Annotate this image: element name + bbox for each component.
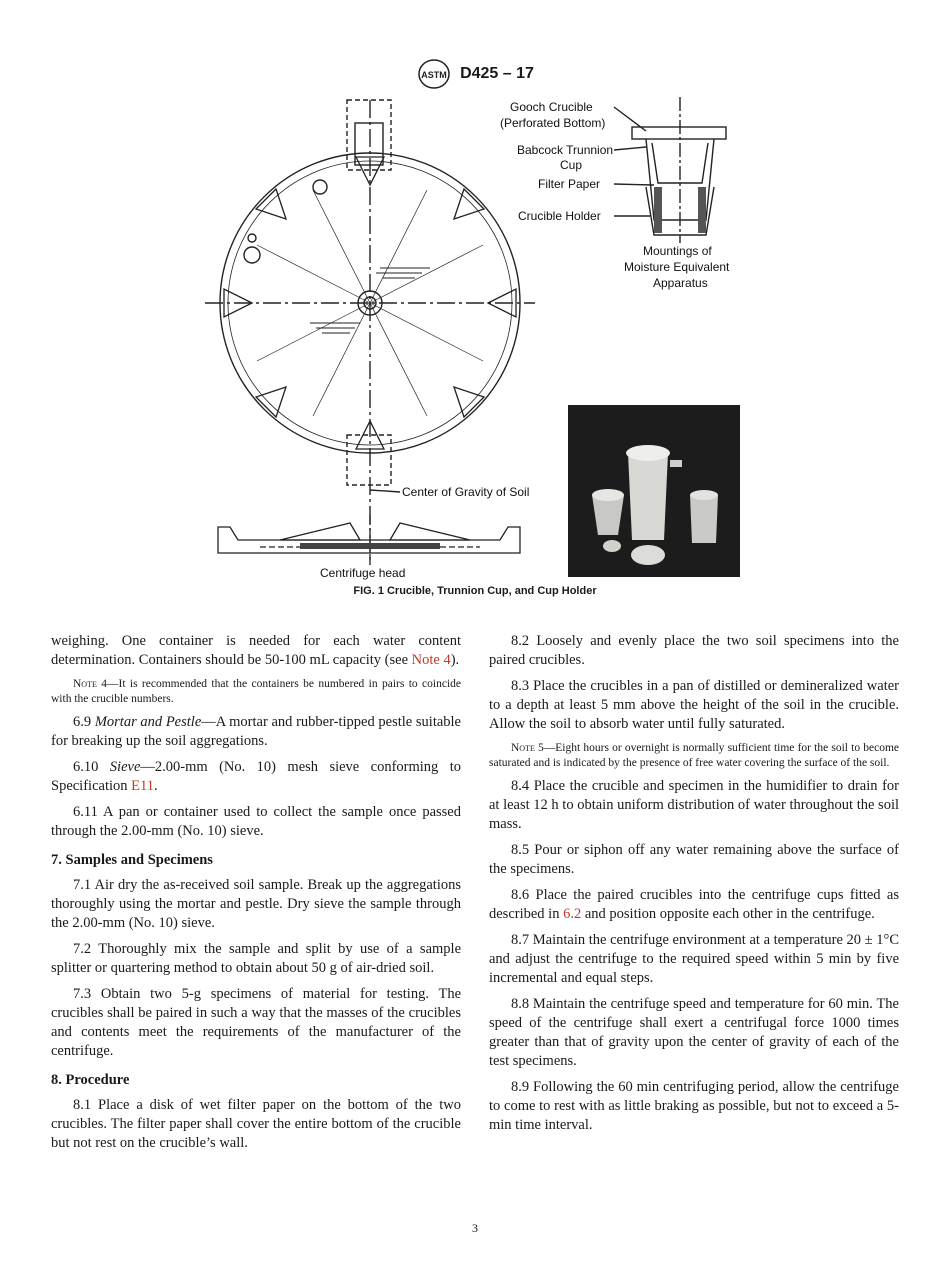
section-8-2: 8.2 Loosely and evenly place the two soil specimens into the paired crucibles. bbox=[489, 633, 899, 668]
crucible-photo bbox=[568, 405, 740, 577]
svg-text:ASTM: ASTM bbox=[421, 70, 447, 80]
right-column bbox=[489, 632, 899, 1142]
section-6-9: 6.9 Mortar and Pestle—A mortar and rubber-tipped pestle suitable for breaking up the soil aggregations. bbox=[51, 714, 461, 749]
label-centrifuge-head: Centrifuge head bbox=[320, 566, 406, 580]
label-babcock-sub: Cup bbox=[560, 158, 583, 172]
label-mountings-3: Apparatus bbox=[653, 276, 708, 290]
label-mountings-2: Moisture Equivalent bbox=[624, 260, 730, 274]
section-6-10: 6.10 Sieve—2.00-mm (No. 10) mesh sieve conforming to Specification E11. bbox=[51, 759, 462, 794]
section-8-3: 8.3 Place the crucibles in a pan of distilled or demineralized water to a depth at least 5 mm above the height of the soil in the crucible. Allow the soil to absorb water until fully saturated. bbox=[489, 678, 899, 732]
section-8-5: 8.5 Pour or siphon off any water remaining above the surface of the specimens. bbox=[489, 842, 899, 877]
note-5: Note 5—Eight hours or overnight is normally sufficient time for the soil to become saturated and is indicated by the presence of free water covering the surface of the soil. bbox=[489, 742, 900, 769]
section-8-6: 8.6 Place the paired crucibles into the centrifuge cups fitted as described in 6.2 and position opposite each other in the centrifuge. bbox=[489, 887, 899, 922]
figure-caption: FIG. 1 Crucible, Trunnion Cup, and Cup Holder bbox=[353, 585, 597, 597]
section-8-8: 8.8 Maintain the centrifuge speed and temperature for 60 min. The speed of the centrifuge shall exert a centrifugal force 1000 times greater than that of gravity upon the center of gravity of each of the test specimens. bbox=[489, 996, 899, 1069]
label-babcock: Babcock Trunnion bbox=[517, 143, 614, 157]
label-filter-paper: Filter Paper bbox=[538, 177, 601, 191]
label-center-of-gravity: Center of Gravity of Soil bbox=[402, 485, 530, 499]
link-6-2[interactable]: 6.2 bbox=[563, 906, 582, 922]
section-8-4: 8.4 Place the crucible and specimen in the humidifier to drain for at least 12 h to obtain uniform distribution of water throughout the soil mass. bbox=[489, 778, 899, 832]
section-7-3: 7.3 Obtain two 5-g specimens of material for testing. The crucibles shall be paired in such a way that the masses of the crucibles and contents meet the requirements of the manufacturer of the centrifuge. bbox=[51, 986, 461, 1059]
section-8-1: 8.1 Place a disk of wet filter paper on the bottom of the two crucibles. The filter paper shall cover the entire bottom of the crucible but not rest on the crucible’s wall. bbox=[51, 1097, 461, 1151]
document-id: D425 – 17 bbox=[460, 65, 534, 82]
section-6-11: 6.11 A pan or container used to collect the sample once passed through the 2.00-mm (No. 10) sieve. bbox=[51, 804, 461, 839]
astm-logo bbox=[416, 58, 452, 90]
section-7-2: 7.2 Thoroughly mix the sample and split by use of a sample splitter or quartering method to obtain about 50 g of air-dried soil. bbox=[51, 941, 461, 976]
section-8-9: 8.9 Following the 60 min centrifuging period, allow the centrifuge to come to rest with as little braking as possible, but not to exceed a 5-min time interval. bbox=[489, 1079, 899, 1133]
link-note-4[interactable]: Note 4 bbox=[411, 652, 451, 668]
section-7-1: 7.1 Air dry the as-received soil sample. Break up the aggregations thoroughly using the mortar and pestle. Dry sieve the sample through the 2.00-mm (No. 10) sieve. bbox=[51, 877, 461, 931]
link-e11[interactable]: E11 bbox=[131, 778, 154, 794]
label-gooch-sub: (Perforated Bottom) bbox=[500, 116, 606, 130]
section-8-7: 8.7 Maintain the centrifuge environment at a temperature 20 ± 1°C and adjust the centrifuge to the required speed within 5 min by five incremental and equal steps. bbox=[489, 932, 899, 986]
label-crucible-holder: Crucible Holder bbox=[518, 209, 601, 223]
page-header bbox=[0, 58, 950, 90]
heading-procedure: 8. Procedure bbox=[51, 1072, 130, 1088]
heading-samples-specimens: 7. Samples and Specimens bbox=[51, 852, 213, 868]
note-4: Note 4—It is recommended that the containers be numbered in pairs to coincide with the crucible numbers. bbox=[51, 678, 461, 705]
paragraph-container-note: weighing. One container is needed for each water content determination. Containers should be 50-100 mL capacity (see Note 4). bbox=[51, 633, 461, 668]
label-mountings-1: Mountings of bbox=[643, 244, 712, 258]
left-column bbox=[51, 632, 461, 1160]
label-gooch-crucible: Gooch Crucible bbox=[510, 100, 593, 114]
figure-1 bbox=[200, 95, 760, 585]
page-number: 3 bbox=[472, 1221, 478, 1235]
